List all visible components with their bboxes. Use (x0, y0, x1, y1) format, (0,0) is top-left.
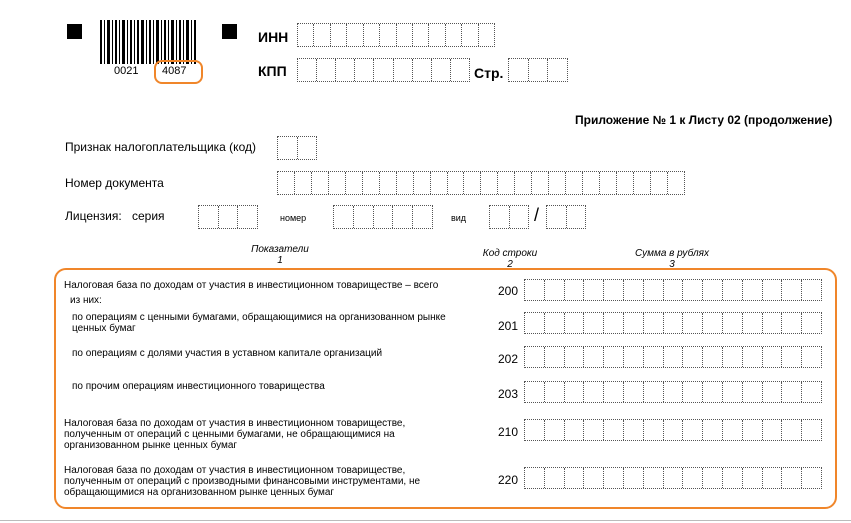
license-type-field-1[interactable] (489, 205, 529, 229)
registration-mark-left (67, 24, 82, 39)
row-203-label: по прочим операциям инвестиционного товарищества (72, 381, 325, 392)
row-200-amount-field[interactable] (524, 279, 822, 301)
type-label: вид (451, 213, 467, 223)
column-header-indicators: Показатели 1 (251, 244, 309, 266)
document-number-field[interactable] (277, 171, 685, 195)
kpp-label: КПП (258, 63, 287, 79)
row-210-label: Налоговая база по доходам от участия в инвестиционном товариществе, полученным от операций с ценными бумагами, не обращающимися на организованном рынке ценных бумаг (64, 418, 406, 451)
row-220-amount-field[interactable] (524, 467, 822, 489)
column-header-line-code: Код строки 2 (482, 248, 538, 270)
row-200-label: Налоговая база по доходам от участия в инвестиционном товариществе – всего из них: (64, 280, 439, 306)
column-header-amount: Сумма в рублях 3 (635, 248, 709, 270)
row-200-code: 200 (498, 284, 519, 298)
taxpayer-sign-field[interactable] (277, 136, 317, 160)
row-220-label: Налоговая база по доходам от участия в инвестиционном товариществе, полученным от операций с производными финансовыми инструментами, не обращающимися на организованном рынке ценных бумаг (64, 465, 421, 498)
barcode-right-code: 4087 (162, 65, 187, 77)
page-label: Стр. (474, 65, 504, 81)
row-202-label: по операциям с долями участия в уставном капитале организаций (72, 348, 383, 359)
appendix-title: Приложение № 1 к Листу 02 (продолжение) (575, 113, 833, 127)
number-label: номер (280, 213, 307, 223)
series-label: серия (132, 209, 165, 223)
registration-mark-right (222, 24, 237, 39)
barcode-icon (100, 20, 200, 64)
taxpayer-sign-label: Признак налогоплательщика (код) (65, 140, 256, 154)
row-202-code: 202 (498, 352, 519, 366)
bottom-divider (0, 520, 851, 521)
license-label: Лицензия: (65, 209, 122, 223)
document-number-label: Номер документа (65, 176, 164, 190)
license-series-field[interactable] (198, 205, 258, 229)
row-220-code: 220 (498, 473, 519, 487)
row-203-amount-field[interactable] (524, 381, 822, 403)
row-210-code: 210 (498, 425, 519, 439)
row-201-label: по операциям с ценными бумагами, обращающимися на организованном рынке ценных бумаг (72, 312, 446, 334)
row-203-code: 203 (498, 387, 519, 401)
license-type-field-2[interactable] (546, 205, 586, 229)
row-201-amount-field[interactable] (524, 312, 822, 334)
slash-separator: / (534, 205, 540, 225)
inn-label: ИНН (258, 29, 289, 45)
inn-field[interactable] (297, 23, 495, 47)
license-number-field[interactable] (333, 205, 433, 229)
row-202-amount-field[interactable] (524, 346, 822, 368)
kpp-field[interactable] (297, 58, 470, 82)
row-201-code: 201 (498, 319, 519, 333)
page-field[interactable] (508, 58, 568, 82)
barcode-left-code: 0021 (114, 65, 139, 77)
row-210-amount-field[interactable] (524, 419, 822, 441)
